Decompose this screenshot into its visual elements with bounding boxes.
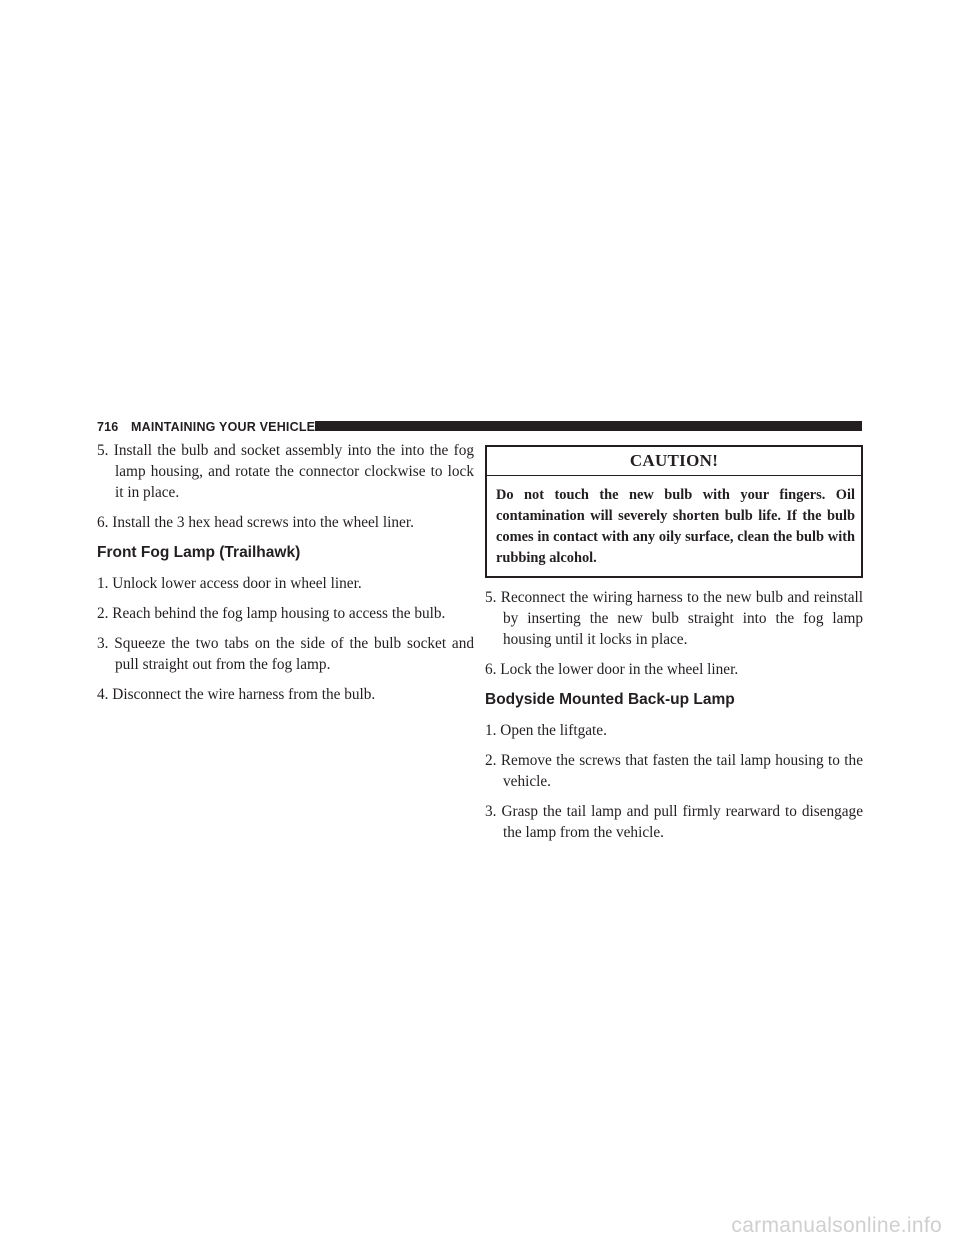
left-column [97,440,474,714]
caution-title: CAUTION! [487,447,861,476]
step-item: 5. Install the bulb and socket assembly into the into the fog lamp housing, and rotate the connector clockwise to lock it in place. [97,442,474,501]
right-column [485,440,863,852]
watermark-text: carmanualsonline.info [731,1214,942,1237]
section-heading-front-fog-lamp: Front Fog Lamp (Trailhawk) [97,544,301,561]
step-item: 1. Open the liftgate. [485,722,607,739]
page-header [97,419,862,435]
caution-box [485,445,863,578]
step-item: 2. Reach behind the fog lamp housing to access the bulb. [97,605,446,622]
step-item: 4. Disconnect the wire harness from the bulb. [97,686,376,703]
step-item: 3. Squeeze the two tabs on the side of the bulb socket and pull straight out from the fog lamp. [97,635,474,673]
step-item: 3. Grasp the tail lamp and pull firmly rearward to disengage the lamp from the vehicle. [485,803,863,841]
step-item: 5. Reconnect the wiring harness to the new bulb and reinstall by inserting the new bulb straight into the fog lamp housing until it locks in place. [485,589,863,648]
step-item: 6. Install the 3 hex head screws into the wheel liner. [97,514,414,531]
header-rule [315,421,862,431]
section-heading-backup-lamp: Bodyside Mounted Back-up Lamp [485,691,735,708]
caution-text: Do not touch the new bulb with your fingers. Oil contamination will severely shorten bulb life. If the bulb comes in contact with any oily surface, clean the bulb with rubbing alcohol. [496,487,855,566]
step-item: 6. Lock the lower door in the wheel liner. [485,661,739,678]
page-number: 716 [97,420,119,434]
step-item: 2. Remove the screws that fasten the tail lamp housing to the vehicle. [485,752,863,790]
section-title: MAINTAINING YOUR VEHICLE [131,420,316,434]
step-item: 1. Unlock lower access door in wheel liner. [97,575,362,592]
